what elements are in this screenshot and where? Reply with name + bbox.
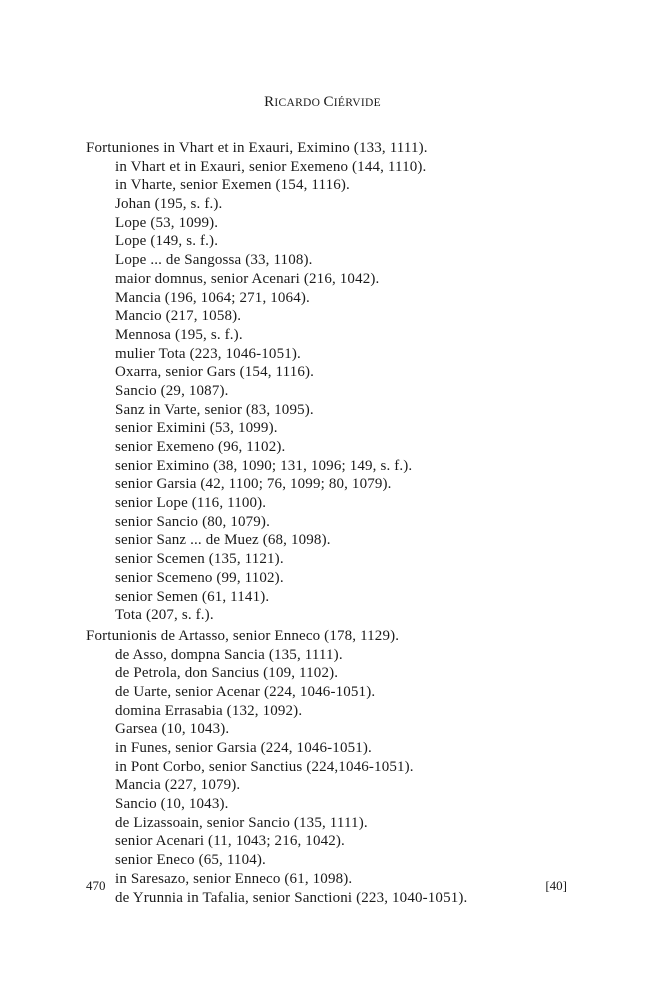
sub-entry: Lope ... de Sangossa (33, 1108). bbox=[115, 252, 313, 269]
sub-entry: Mancio (217, 1058). bbox=[115, 308, 242, 325]
header-initial-1: R bbox=[264, 94, 275, 110]
sub-entry: Lope (53, 1099). bbox=[115, 214, 219, 231]
index-entry-fortuniones bbox=[86, 139, 626, 625]
sub-entry: senior Exemeno (96, 1102). bbox=[115, 439, 286, 455]
sub-entry: senior Scemeno (99, 1102). bbox=[115, 569, 284, 586]
sub-entry: de Yrunnia in Tafalia, senior Sanctioni (223, 1040-1051). bbox=[115, 889, 468, 906]
page-number: 470 bbox=[86, 878, 106, 893]
sub-entry: de Asso, dompna Sancia (135, 1111). bbox=[115, 646, 343, 663]
sub-entry: in Pont Corbo, senior Sanctius (224,1046-1051). bbox=[115, 758, 414, 775]
sub-entry: in Funes, senior Garsia (224, 1046-1051). bbox=[115, 740, 372, 756]
sub-entry: senior Semen (61, 1141). bbox=[115, 588, 270, 605]
sub-entry: Sanz in Varte, senior (83, 1095). bbox=[115, 401, 314, 418]
header-rest-1: ICARDO bbox=[274, 97, 324, 109]
sub-entry: de Lizassoain, senior Sancio (135, 1111). bbox=[115, 814, 368, 831]
sub-entry: in Vhart et in Exauri, senior Exemeno (144, 1110). bbox=[115, 158, 427, 175]
sub-entry: maior domnus, senior Acenari (216, 1042). bbox=[115, 270, 380, 287]
sub-entry: senior Eximino (38, 1090; 131, 1096; 149, s. f.). bbox=[115, 457, 413, 474]
sub-entry: Mancia (196, 1064; 271, 1064). bbox=[115, 289, 310, 306]
sub-entry: senior Garsia (42, 1100; 76, 1099; 80, 1079). bbox=[115, 476, 392, 493]
sub-entry: senior Sanz ... de Muez (68, 1098). bbox=[115, 532, 331, 549]
bracket-page-number: [40] bbox=[545, 878, 567, 893]
sub-entry: in Saresazo, senior Enneco (61, 1098). bbox=[115, 870, 353, 887]
entry-heading: Fortuniones in Vhart et in Exauri, Eximino (133, 1111). bbox=[86, 140, 428, 156]
sub-entry: senior Eximini (53, 1099). bbox=[115, 420, 278, 437]
entry-heading: Fortunionis de Artasso, senior Enneco (178, 1129). bbox=[86, 627, 400, 644]
sub-entry: Lope (149, s. f.). bbox=[115, 233, 219, 250]
sub-entry: mulier Tota (223, 1046-1051). bbox=[115, 345, 301, 362]
header-rest-2: IÉRVIDE bbox=[333, 97, 381, 109]
sub-entry: Johan (195, s. f.). bbox=[115, 196, 223, 213]
sub-entry: Mancia (227, 1079). bbox=[115, 777, 241, 794]
sub-entry: senior Sancio (80, 1079). bbox=[115, 513, 270, 530]
header-initial-2: C bbox=[323, 94, 334, 110]
sub-entry: Garsea (10, 1043). bbox=[115, 721, 230, 738]
sub-entry: senior Eneco (65, 1104). bbox=[115, 852, 266, 869]
sub-entry: in Vharte, senior Exemen (154, 1116). bbox=[115, 177, 350, 194]
sub-entry: Sancio (29, 1087). bbox=[115, 382, 229, 399]
sub-entry: senior Acenari (11, 1043; 216, 1042). bbox=[115, 833, 345, 850]
sub-entry: domina Errasabia (132, 1092). bbox=[115, 702, 303, 719]
sub-entry: senior Scemen (135, 1121). bbox=[115, 551, 284, 568]
sub-entry: Mennosa (195, s. f.). bbox=[115, 326, 243, 343]
sub-entry: senior Lope (116, 1100). bbox=[115, 495, 267, 512]
sub-entry: Sancio (10, 1043). bbox=[115, 796, 229, 813]
index-entry-fortunionis bbox=[86, 627, 626, 907]
sub-entry: de Petrola, don Sancius (109, 1102). bbox=[115, 665, 339, 682]
sub-entry: de Uarte, senior Acenar (224, 1046-1051). bbox=[115, 683, 376, 700]
sub-entry: Tota (207, s. f.). bbox=[115, 607, 214, 624]
index-content bbox=[86, 139, 626, 907]
sub-entry: Oxarra, senior Gars (154, 1116). bbox=[115, 364, 315, 381]
running-header bbox=[0, 94, 645, 111]
